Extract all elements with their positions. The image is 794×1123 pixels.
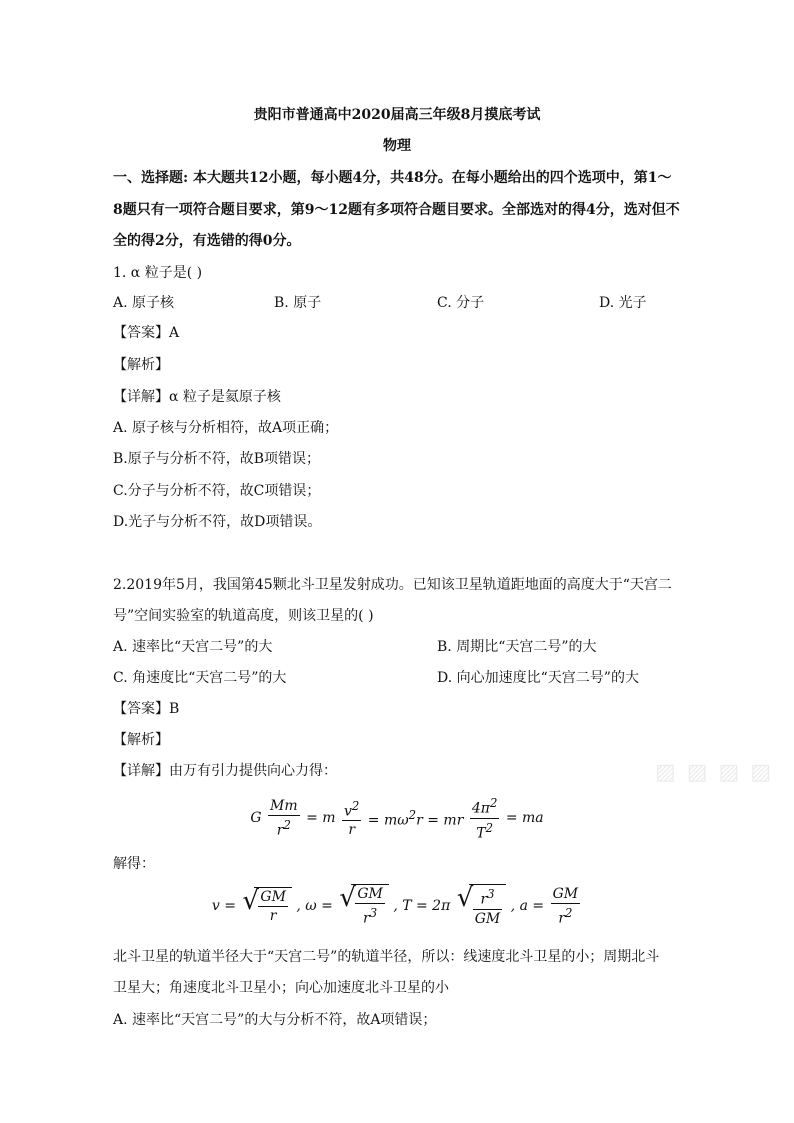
q2-answer: 【答案】B — [113, 701, 180, 717]
subject-title: 物理 — [383, 138, 411, 154]
q2-line-a: A. 速率比“天宫二号”的大与分析不符，故A项错误； — [113, 1012, 437, 1028]
q2-option-c: C. 角速度比“天宫二号”的大 — [113, 670, 287, 686]
q1-line-d: D.光子与分析不符，故D项错误。 — [113, 514, 322, 530]
watermark: ▨ ▨ ▨ ▨ — [655, 760, 774, 785]
section-instructions-line-2: 8题只有一项符合题目要求，第9～12题有多项符合题目要求。全部选对的得4分，选对但不 — [113, 202, 680, 218]
gravitation-equation: G $\frac{Mm}{r^2}$ = m $\frac{v^2}{r}$ = $m\omega^2r$ = mr $\frac{4\pi^2}{T^2}$ = ma — [250, 796, 544, 842]
q2-conclusion-line-2: 卫星大；角速度北斗卫星小；向心加速度北斗卫星的小 — [113, 980, 449, 996]
question-2-stem-line-1: 2.2019年5月，我国第45颗北斗卫星发射成功。已知该卫星轨道距地面的高度大于“天宫二 — [113, 577, 672, 593]
q2-analysis-label: 【解析】 — [113, 732, 169, 748]
q2-detail: 【详解】由万有引力提供向心力得： — [113, 763, 337, 779]
q1-option-b: B. 原子 — [274, 295, 322, 311]
q1-analysis-label: 【解析】 — [113, 357, 169, 373]
exam-title: 贵阳市普通高中2020届高三年级8月摸底考试 — [253, 107, 541, 123]
section-instructions-line-3: 全的得2分，有选错的得0分。 — [113, 233, 301, 249]
q2-solve-label: 解得： — [113, 856, 155, 872]
q1-option-c: C. 分子 — [437, 295, 485, 311]
q1-option-d: D. 光子 — [599, 295, 647, 311]
q2-option-a: A. 速率比“天宫二号”的大 — [113, 639, 273, 655]
question-2-stem-line-2: 号”空间实验室的轨道高度，则该卫星的( ) — [113, 608, 374, 624]
q2-option-b: B. 周期比“天宫二号”的大 — [437, 639, 597, 655]
q1-line-a: A. 原子核与分析相符，故A项正确； — [113, 420, 339, 436]
q1-option-a: A. 原子核 — [113, 295, 175, 311]
q2-conclusion-line-1: 北斗卫星的轨道半径大于“天宫二号”的轨道半径，所以：线速度北斗卫星的小；周期北斗 — [113, 949, 660, 965]
q1-detail: 【详解】α 粒子是氦原子核 — [113, 389, 281, 405]
question-1-stem: 1. α 粒子是( ) — [113, 265, 203, 281]
q1-line-b: B.原子与分析不符，故B项错误； — [113, 451, 321, 467]
section-instructions-line-1: 一、选择题: 本大题共12小题，每小题4分，共48分。在每小题给出的四个选项中，第1～ — [113, 170, 672, 186]
q1-answer: 【答案】A — [113, 325, 180, 341]
q1-line-c: C.分子与分析不符，故C项错误； — [113, 483, 321, 499]
q2-option-d: D. 向心加速度比“天宫二号”的大 — [437, 670, 639, 686]
solution-equation: v = √ $\frac{GM}{r}$ , ω = √ $\frac{GM}{r^3}$ , T = 2π √ $\frac{r^3}{GM}$ , a = $\frac{GM}{r^2}$ — [0, 884, 794, 928]
